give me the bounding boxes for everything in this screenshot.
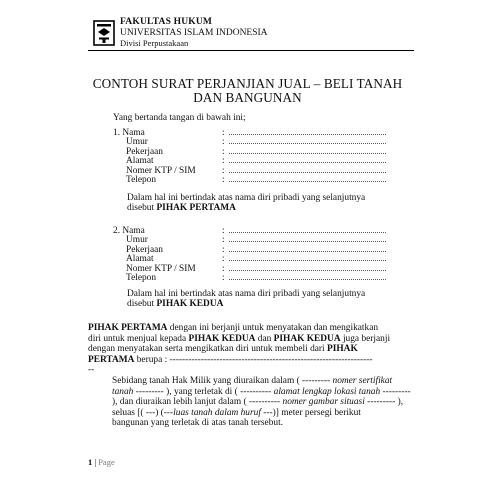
- title-line-2: DAN BANGUNAN: [193, 90, 302, 105]
- placeholder-text: tanah: [112, 386, 134, 397]
- field-label: Umur: [126, 235, 148, 246]
- paragraph-line: [112, 397, 412, 408]
- letterhead: [120, 17, 268, 49]
- blank-line: [229, 181, 386, 182]
- party-2-ref: PIHAK KEDUA: [273, 333, 341, 344]
- blank-line: [229, 172, 386, 173]
- field-colon: :: [222, 244, 225, 255]
- party-1-fields: [113, 129, 403, 185]
- paragraph-line: [112, 387, 412, 398]
- field-colon: :: [222, 165, 225, 176]
- faculty-name: FAKULTAS HUKUM: [120, 17, 213, 27]
- field-row: [113, 227, 403, 236]
- party-2-role: PIHAK KEDUA: [156, 299, 224, 310]
- field-label: 2. Nama: [113, 226, 145, 236]
- text-span: diri untuk menjual kepada: [88, 333, 189, 344]
- agreement-paragraph: [88, 323, 410, 376]
- text-span: berupa : -----------------------------------------------------------------: [134, 354, 373, 365]
- field-label: Telepon: [126, 174, 157, 185]
- placeholder-text: nomer gambar situasi: [282, 397, 365, 408]
- page-number: 1: [88, 457, 93, 467]
- paragraph-line: [88, 355, 410, 366]
- paragraph-line: [112, 376, 412, 387]
- field-row: [113, 274, 403, 283]
- declaration-line: Dalam hal ini bertindak atas nama diri pribadi yang selanjutnya: [127, 193, 366, 203]
- intro-text: Yang bertanda tangan di bawah ini;: [113, 113, 246, 123]
- paragraph-line: [112, 418, 412, 429]
- party-2-ref: PIHAK KEDUA: [188, 333, 256, 344]
- paragraph-line: [112, 408, 412, 419]
- declaration-line: [127, 203, 397, 213]
- field-row: [113, 246, 403, 255]
- field-label: 1. Nama: [113, 128, 145, 138]
- text-span: --: [88, 365, 95, 376]
- text-span: seluas [( ---) (---: [112, 407, 174, 418]
- title-line-1: CONTOH SURAT PERJANJIAN JUAL – BELI TANAH: [92, 76, 403, 91]
- field-row: [113, 176, 403, 185]
- page-footer: [88, 457, 115, 467]
- party-1-ref: PIHAK: [327, 344, 358, 355]
- paragraph-line: [88, 323, 410, 334]
- placeholder-text: alamat lengkap lokasi tanah: [273, 386, 381, 397]
- text-span: dan: [255, 333, 274, 344]
- blank-line: [229, 232, 386, 233]
- text-span: ---------: [380, 386, 411, 397]
- field-row: [113, 129, 403, 138]
- page-label: Page: [98, 457, 115, 467]
- field-row: [113, 148, 403, 157]
- declaration-line: [127, 299, 397, 309]
- document-title: [70, 77, 425, 105]
- text-span: dengan ini berjanji untuk menyatakan dan mengikatkan: [167, 323, 379, 333]
- blank-line: [229, 153, 386, 154]
- text-span: ), dan diuraikan lebih lanjut dalam ( ----------: [112, 397, 283, 408]
- field-label: Pekerjaan: [126, 146, 163, 157]
- text-span: ---)] meter persegi berikut: [260, 407, 361, 418]
- field-colon: :: [222, 146, 225, 157]
- field-colon: :: [222, 156, 225, 167]
- blank-line: [229, 162, 386, 163]
- declaration-prefix: disebut: [127, 203, 157, 214]
- party-2-declaration: [127, 289, 397, 310]
- field-label: Alamat: [126, 254, 154, 265]
- field-colon: :: [222, 128, 225, 138]
- placeholder-text: nomer sertifikat: [332, 376, 393, 386]
- uii-shield-icon: [93, 20, 115, 46]
- field-colon: :: [222, 235, 225, 246]
- declaration-prefix: disebut: [127, 299, 157, 310]
- university-name: UNIVERSITAS ISLAM INDONESIA: [120, 27, 268, 38]
- header-divider: [88, 50, 414, 51]
- party-2-fields: [113, 227, 403, 283]
- field-label: Pekerjaan: [126, 244, 163, 255]
- field-label: Alamat: [126, 156, 154, 167]
- placeholder-text: luas tanah dalam huruf: [173, 407, 261, 418]
- field-label: Telepon: [126, 272, 157, 283]
- field-label: Umur: [126, 137, 148, 148]
- paragraph-line: [88, 344, 410, 355]
- field-row: [113, 167, 403, 176]
- blank-line: [229, 270, 386, 271]
- text-span: --------- ),: [364, 397, 404, 408]
- text-span: --------- ), yang terletak di ( ----------: [133, 386, 274, 397]
- field-row: [113, 265, 403, 274]
- text-span: Sebidang tanah Hak Milik yang diuraikan dalam ( ---------: [112, 376, 333, 386]
- field-colon: :: [222, 137, 225, 148]
- blank-line: [229, 134, 386, 135]
- party-1-ref: PIHAK PERTAMA: [88, 323, 168, 333]
- paragraph-line: [88, 365, 410, 376]
- blank-line: [229, 251, 386, 252]
- declaration-line: Dalam hal ini bertindak atas nama diri pribadi yang selanjutnya: [127, 289, 366, 299]
- field-label: Nomer KTP / SIM: [126, 165, 196, 176]
- party-1-role: PIHAK PERTAMA: [156, 203, 236, 214]
- field-colon: :: [222, 272, 225, 283]
- field-colon: :: [222, 263, 225, 274]
- party-1-declaration: [127, 193, 397, 214]
- field-colon: :: [222, 254, 225, 265]
- blank-line: [229, 143, 386, 144]
- field-label: Nomer KTP / SIM: [126, 263, 196, 274]
- blank-line: [229, 241, 386, 242]
- field-colon: :: [222, 226, 225, 236]
- paragraph-line: [88, 334, 410, 345]
- division-name: Divisi Perpustakaan: [120, 38, 189, 48]
- land-description-paragraph: [112, 376, 412, 429]
- blank-line: [229, 260, 386, 261]
- party-1-ref: PERTAMA: [88, 354, 135, 365]
- field-colon: :: [222, 174, 225, 185]
- text-span: bangunan yang terletak di atas tanah tersebut.: [112, 418, 284, 429]
- footer-separator: |: [92, 457, 99, 467]
- blank-line: [229, 279, 386, 280]
- text-span: juga berjanji: [340, 333, 391, 344]
- text-span: dengan menyatakan serta mengikatkan diri untuk membeli dari: [88, 344, 327, 355]
